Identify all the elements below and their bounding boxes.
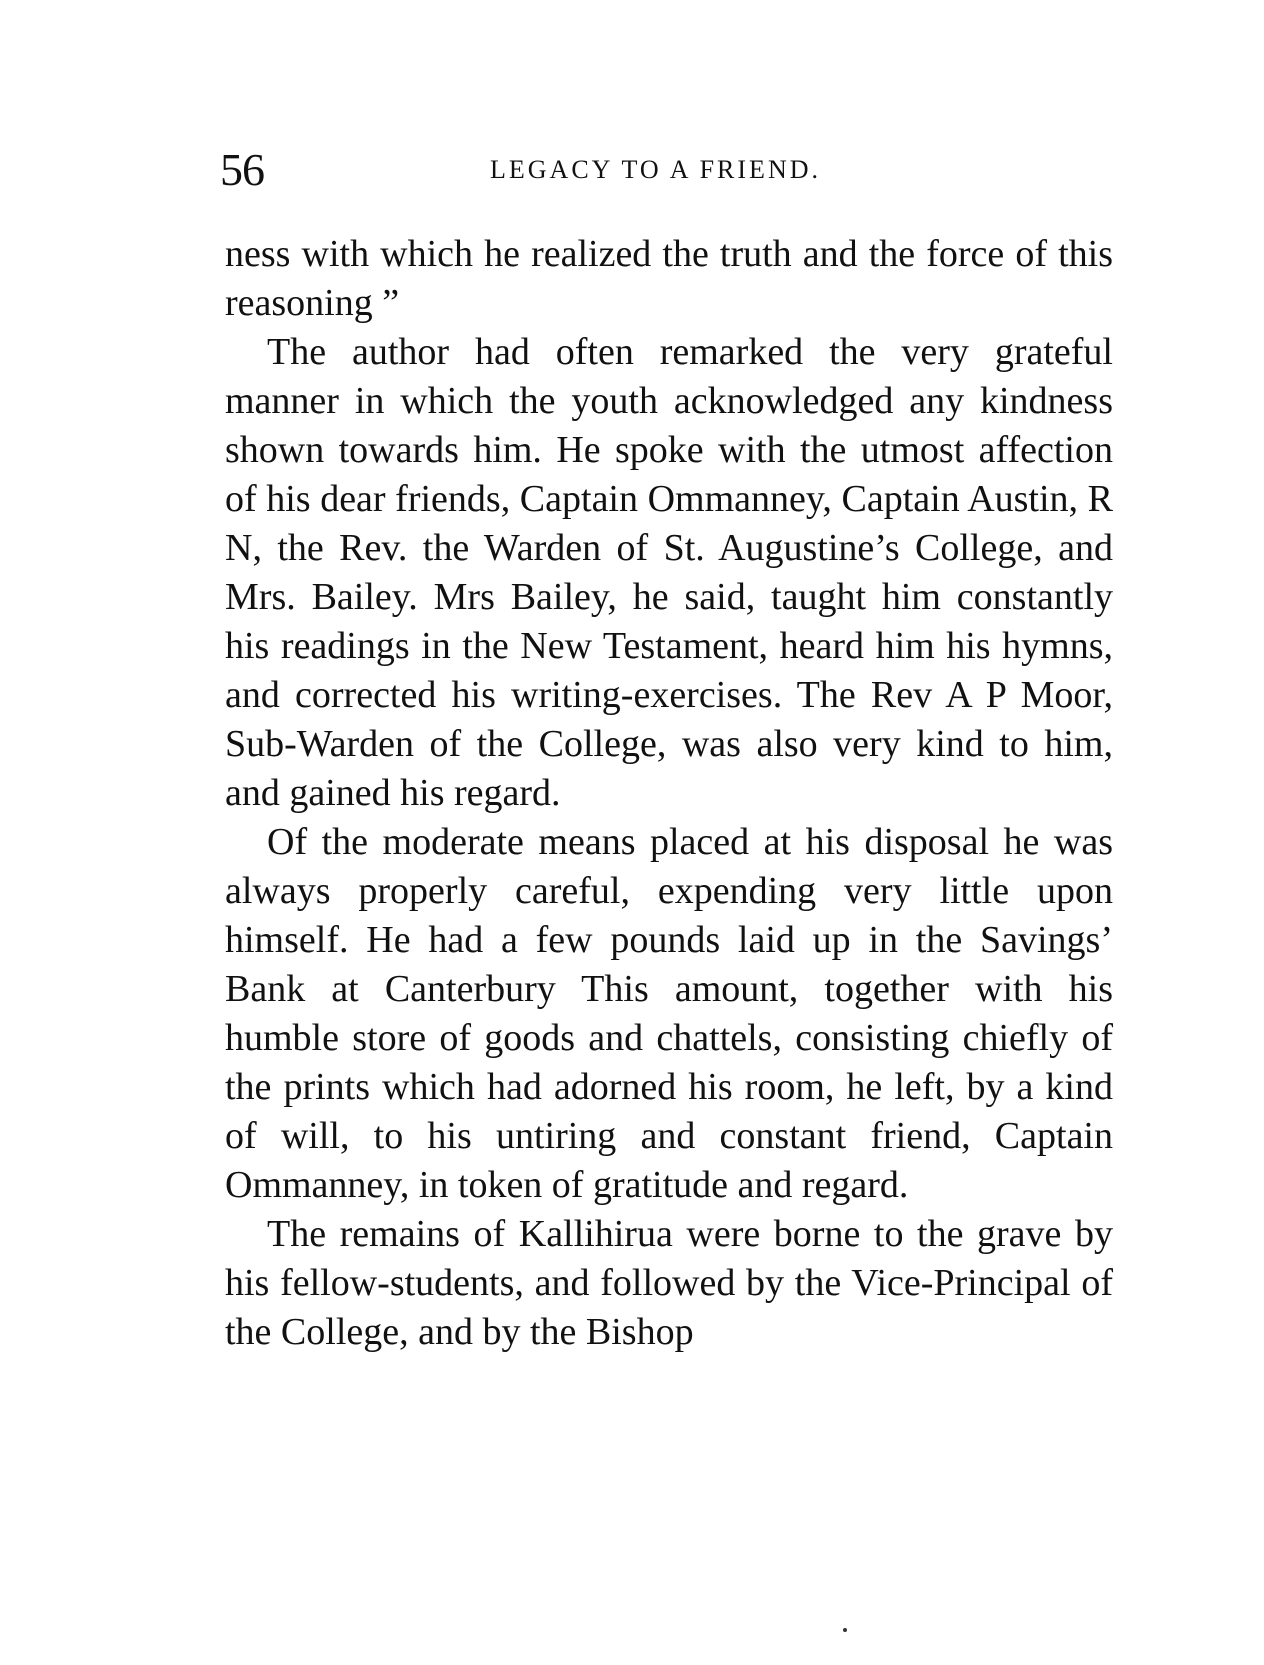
paragraph-continuation: ness with which he realized the truth and the force of this reasoning ” bbox=[225, 233, 1113, 324]
paragraph: The author had often remarked the very grateful manner in which the youth acknowledged any kindness shown towards him. He spoke with the utmost affection of his dear friends, Captain Ommanney, Captain Austin, R N, the Rev. the Warden of St. Augustine’s College, and Mrs. Bailey. Mrs Bailey, he said, taught him constantly his readings in the New Testament, heard him his hymns, and corrected his writing-exercises. The Rev A P Moor, Sub-Warden of the College, was also very kind to him, and gained his regard. bbox=[225, 331, 1113, 814]
paragraph: The remains of Kallihirua were borne to the grave by his fellow-students, and followed by the Vice-Principal of the College, and by the Bishop bbox=[225, 1213, 1113, 1353]
page-number: 56 bbox=[220, 144, 264, 195]
page-header bbox=[220, 140, 1120, 200]
running-head: LEGACY TO A FRIEND. bbox=[490, 155, 821, 184]
ink-speck bbox=[843, 1628, 847, 1632]
paragraph: Of the moderate means placed at his disposal he was always properly careful, expending very little upon himself. He had a few pounds laid up in the Savings’ Bank at Canterbury This amount, together with his humble store of goods and chattels, consisting chiefly of the prints which had adorned his room, he left, by a kind of will, to his untiring and constant friend, Captain Ommanney, in token of gratitude and regard. bbox=[225, 821, 1113, 1206]
body-text bbox=[225, 230, 1113, 1357]
